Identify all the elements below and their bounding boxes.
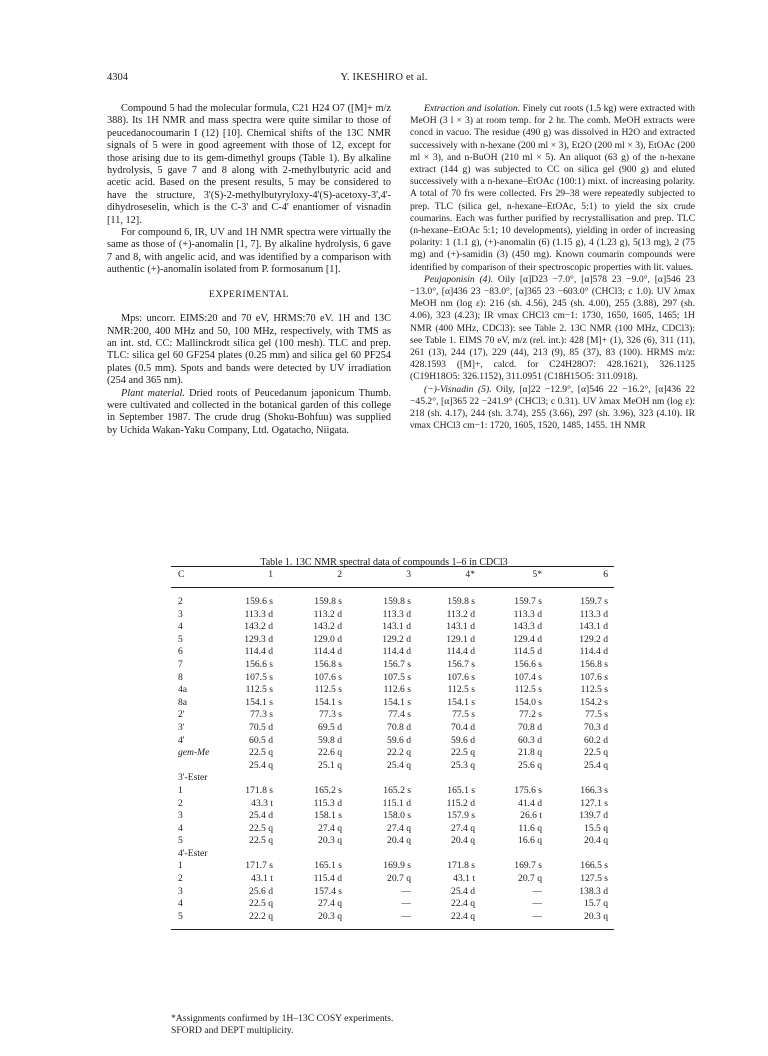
table-cell: 107.4 s bbox=[514, 671, 542, 683]
table-row bbox=[171, 873, 614, 886]
table-bottom-rule bbox=[171, 929, 614, 930]
table-cell: 22.5 q bbox=[249, 835, 273, 847]
table-row bbox=[171, 735, 614, 748]
table-cell: 159.7 s bbox=[580, 596, 608, 607]
paragraph-plant-material bbox=[107, 388, 391, 438]
visnadin-text: Oily, [α]22 −12.9°, [α]546 22 −16.2°, [α]436 22 −45.2°, [α]365 22 −241.9° (CHCl3; c 0.31). UV λmax MeOH nm (log ε): 218 (sh. 4.17), 244 (sh. 3.74), 255 (3.66), 297 (sh. 3.96), 323 (4.10). IR νmax CHCl3 cm−1: 1720, 1605, 1520, 1485, 1455. 1H NMR bbox=[410, 383, 695, 432]
table-cell: 127.1 s bbox=[580, 797, 608, 809]
table-cell: 143.2 d bbox=[313, 621, 342, 633]
table-cell: 22.5 q bbox=[249, 898, 273, 910]
visnadin-heading: (−)-Visnadin (5). bbox=[424, 383, 492, 395]
table-cell: 156.6 s bbox=[514, 658, 542, 670]
table-row bbox=[171, 760, 614, 773]
table-row bbox=[171, 596, 614, 609]
table-cell: 166.5 s bbox=[580, 860, 608, 872]
table-cell: 129.2 d bbox=[382, 633, 411, 645]
table-cell: 143.3 d bbox=[513, 621, 542, 633]
table-cell: 115.4 d bbox=[313, 873, 342, 885]
table-cell: 154.2 s bbox=[580, 696, 608, 708]
table-cell: 107.5 s bbox=[383, 671, 411, 683]
table-cell: 70.8 d bbox=[518, 721, 542, 733]
table-row-label: 2 bbox=[178, 873, 183, 885]
table-cell: 159.8 s bbox=[314, 596, 342, 607]
table-cell: 156.7 s bbox=[447, 658, 475, 670]
table-cell: 43.3 t bbox=[251, 797, 273, 809]
peujaponisin-text: Oily [α]D23 −7.0°, [α]578 23 −9.0°, [α]546 23 −13.0°, [α]436 23 −83.0°, [α]365 23 −603.0° (CHCl3; c 1.0). UV λmax MeOH nm (log ε): 216 (sh. 4.56), 245 (sh. 4.00), 255 (3.88), 297 (sh. 4.06), 323 (4.23); IR νmax CHCl3 cm−1: 1730, 1650, 1605, 1465; 1H NMR (400 MHz, CDCl3): see Table 2. 13C NMR (100 MHz, CDCl3): see Table 1. EIMS 70 eV, m/z (rel. int.): 428 [M]+ (1), 326 (6), 311 (11), 261 (13), 244 (17), 229 (44), 213 (9), 85 (37), 83 (100). HRMS m/z: 428.1593 ([M]+, calcd. for C24H28O7: 428.1621), 326.1125 (C19H18O5: 326.1152), 311.0951 (C18H15O5: 311.0918). bbox=[410, 273, 695, 383]
table-cell: 70.4 d bbox=[451, 721, 475, 733]
table-row bbox=[171, 848, 614, 861]
table-row-label: 3' bbox=[178, 721, 185, 733]
table-cell: — bbox=[532, 885, 542, 897]
table-cell: 143.1 d bbox=[579, 621, 608, 633]
table-cell: 159.8 s bbox=[447, 596, 475, 607]
table-cell: 20.4 q bbox=[451, 835, 475, 847]
table-row bbox=[171, 860, 614, 873]
table-cell: 154.1 s bbox=[314, 696, 342, 708]
table-cell: 22.4 q bbox=[451, 898, 475, 910]
table-cell: 154.0 s bbox=[514, 696, 542, 708]
table-row bbox=[171, 709, 614, 722]
table-cell: 112.5 s bbox=[447, 684, 475, 696]
table-cell: 27.4 q bbox=[318, 822, 342, 834]
table-row bbox=[171, 823, 614, 836]
table-cell: 107.6 s bbox=[447, 671, 475, 683]
table-cell: 59.6 d bbox=[451, 734, 475, 746]
plant-material-heading: Plant material. bbox=[121, 387, 185, 399]
left-column bbox=[107, 103, 391, 437]
table-cell: 22.5 q bbox=[249, 822, 273, 834]
table-cell: 20.4 q bbox=[387, 835, 411, 847]
plant-material-text: Dried roots of Peucedanum japonicum Thumb. were cultivated and collected in the botanical garden of this college in September 1987. The crude drug (Shoku-Bohfuu) was supplied by Uchida Wakan-Yaku Company, Ltd. Ogatacho, Niigata. bbox=[107, 387, 391, 436]
table-cell: 22.2 q bbox=[249, 910, 273, 922]
table-cell: 107.6 s bbox=[314, 671, 342, 683]
table-cell: 156.8 s bbox=[314, 658, 342, 670]
table-cell: 156.8 s bbox=[580, 658, 608, 670]
table-cell: 166.3 s bbox=[580, 784, 608, 796]
table-cell: 169.7 s bbox=[514, 860, 542, 872]
table-cell: 60.5 d bbox=[249, 734, 273, 746]
table-cell: 22.5 q bbox=[249, 747, 273, 759]
table-cell: 25.4 q bbox=[249, 759, 273, 771]
table-cell: 27.4 q bbox=[387, 822, 411, 834]
table-row-label: 1 bbox=[178, 784, 183, 796]
table-cell: 115.2 d bbox=[446, 797, 475, 809]
table-cell: 139.7 d bbox=[579, 810, 608, 822]
table-cell: 11.6 q bbox=[518, 822, 542, 834]
table-cell: 41.4 d bbox=[518, 797, 542, 809]
table-cell: 114.4 d bbox=[446, 646, 475, 658]
section-title-experimental: EXPERIMENTAL bbox=[209, 288, 289, 300]
table-row-label: 3'-Ester bbox=[178, 772, 208, 784]
table-cell: 165.2 s bbox=[383, 784, 411, 796]
table-row-label: 5 bbox=[178, 910, 183, 922]
table-cell: 107.6 s bbox=[580, 671, 608, 683]
table-cell: 20.3 q bbox=[318, 835, 342, 847]
table-cell: 107.5 s bbox=[245, 671, 273, 683]
table-header-cell: 4* bbox=[465, 569, 475, 580]
table-cell: 60.3 d bbox=[518, 734, 542, 746]
running-header: Y. IKESHIRO et al. bbox=[340, 72, 428, 83]
table-cell: 25.6 d bbox=[249, 885, 273, 897]
table-row bbox=[171, 634, 614, 647]
paragraph-extraction bbox=[410, 103, 695, 274]
table-cell: 69.5 d bbox=[318, 721, 342, 733]
table-cell: 112.6 s bbox=[383, 684, 411, 696]
table-cell: 143.1 d bbox=[446, 621, 475, 633]
table-cell: 27.4 q bbox=[318, 898, 342, 910]
peujaponisin-heading: Peujaponisin (4). bbox=[424, 273, 494, 285]
table-cell: 171.7 s bbox=[245, 860, 273, 872]
table-row bbox=[171, 785, 614, 798]
table-cell: 59.8 d bbox=[318, 734, 342, 746]
table-cell: 26.6 t bbox=[520, 810, 542, 822]
table-footnote: SFORD and DEPT multiplicity. bbox=[171, 1025, 294, 1036]
table-cell: 43.1 t bbox=[453, 873, 475, 885]
table-cell: 15.5 q bbox=[584, 822, 608, 834]
table-row-label: 4 bbox=[178, 898, 183, 910]
table-cell: 171.8 s bbox=[245, 784, 273, 796]
table-cell: 169.9 s bbox=[383, 860, 411, 872]
table-cell: 20.4 q bbox=[584, 835, 608, 847]
table-cell: — bbox=[401, 885, 411, 897]
table-row-label: 4' bbox=[178, 734, 185, 746]
table-cell: 129.1 d bbox=[446, 633, 475, 645]
table-cell: 114.5 d bbox=[513, 646, 542, 658]
table-footnotes bbox=[171, 1013, 393, 1037]
table-cell: 77.5 s bbox=[452, 709, 475, 721]
table-header-row bbox=[171, 569, 614, 583]
table-row bbox=[171, 798, 614, 811]
table-caption: Table 1. 13C NMR spectral data of compounds 1–6 in CDCl3 bbox=[260, 557, 508, 568]
table-row bbox=[171, 810, 614, 823]
table-row-label: 5 bbox=[178, 633, 183, 645]
table-row-label: 2 bbox=[178, 797, 183, 809]
nmr-table bbox=[171, 569, 614, 923]
extraction-heading: Extraction and isolation. bbox=[424, 103, 521, 114]
table-cell: 165.1 s bbox=[314, 860, 342, 872]
table-row bbox=[171, 886, 614, 899]
table-top-rule bbox=[171, 566, 614, 567]
table-row-label: 1 bbox=[178, 860, 183, 872]
table-cell: 22.5 q bbox=[451, 747, 475, 759]
table-cell: 22.6 q bbox=[318, 747, 342, 759]
table-cell: 115.3 d bbox=[313, 797, 342, 809]
table-cell: 159.7 s bbox=[514, 596, 542, 607]
right-column bbox=[410, 103, 695, 432]
table-cell: 112.5 s bbox=[514, 684, 542, 696]
table-row bbox=[171, 659, 614, 672]
table-cell: 143.1 d bbox=[382, 621, 411, 633]
table-cell: 27.4 q bbox=[451, 822, 475, 834]
table-cell: 70.3 d bbox=[584, 721, 608, 733]
table-cell: 77.2 s bbox=[519, 709, 542, 721]
table-header-cell: 5* bbox=[532, 569, 542, 580]
table-cell: 129.4 d bbox=[513, 633, 542, 645]
table-cell: 25.4 d bbox=[249, 810, 273, 822]
table-cell: 114.4 d bbox=[579, 646, 608, 658]
table-row bbox=[171, 747, 614, 760]
table-cell: 43.1 t bbox=[251, 873, 273, 885]
table-row-label: 2' bbox=[178, 709, 185, 721]
table-row-label: 8 bbox=[178, 671, 183, 683]
table-cell: 114.4 d bbox=[313, 646, 342, 658]
table-cell: 129.3 d bbox=[244, 633, 273, 645]
table-row-label: 6 bbox=[178, 646, 183, 658]
table-row bbox=[171, 646, 614, 659]
table-cell: 77.3 s bbox=[250, 709, 273, 721]
table-cell: 16.6 q bbox=[518, 835, 542, 847]
table-cell: 25.4 q bbox=[584, 759, 608, 771]
table-row-label: 4'-Ester bbox=[178, 847, 208, 859]
table-cell: — bbox=[401, 910, 411, 922]
table-cell: 22.2 q bbox=[387, 747, 411, 759]
table-header-cell: 2 bbox=[337, 569, 342, 580]
table-cell: 154.1 s bbox=[447, 696, 475, 708]
table-row bbox=[171, 835, 614, 848]
paragraph-methods: Mps: uncorr. EIMS:20 and 70 eV, HRMS:70 eV. 1H and 13C NMR:200, 400 MHz and 50, 100 MHz, respectively, with TMS as an int. std. CC: Mallinckrodt silica gel (100 mesh). TLC and prep. TLC: silica gel 60 GF254 plates (0.25 mm) and silica gel 60 PF254 plates (0.5 mm). Spots and bands were detected by UV irradiation (254 and 365 nm). bbox=[107, 313, 391, 387]
table-cell: 154.1 s bbox=[245, 696, 273, 708]
table-row bbox=[171, 697, 614, 710]
table-row bbox=[171, 609, 614, 622]
table-cell: 77.4 s bbox=[388, 709, 411, 721]
table-cell: 159.6 s bbox=[245, 596, 273, 607]
page-number: 4304 bbox=[107, 72, 128, 83]
table-cell: 138.3 d bbox=[579, 885, 608, 897]
table-row-label: 5 bbox=[178, 835, 183, 847]
table-row-label: 4a bbox=[178, 684, 188, 696]
paragraph-compound-6: For compound 6, IR, UV and 1H NMR spectra were virtually the same as those of (+)-anomalin [1, 7]. By alkaline hydrolysis, 6 gave 7 and 8, with angelic acid, and was identified by a comparison with authentic (+)-anomalin isolated from P. formosanum [1]. bbox=[107, 227, 391, 276]
table-cell: 156.6 s bbox=[245, 658, 273, 670]
table-cell: 113.3 d bbox=[244, 608, 273, 620]
table-header-cell: C bbox=[178, 569, 185, 580]
table-row-label: 3 bbox=[178, 608, 183, 620]
table-row bbox=[171, 898, 614, 911]
table-cell: 20.7 q bbox=[518, 873, 542, 885]
table-cell: 113.3 d bbox=[382, 608, 411, 620]
table-cell: 112.5 s bbox=[245, 684, 273, 696]
table-cell: 25.3 q bbox=[451, 759, 475, 771]
table-cell: 25.6 q bbox=[518, 759, 542, 771]
table-cell: 113.2 d bbox=[313, 608, 342, 620]
table-row bbox=[171, 722, 614, 735]
table-row bbox=[171, 621, 614, 634]
table-header-cell: 1 bbox=[268, 569, 273, 580]
table-cell: — bbox=[532, 898, 542, 910]
table-row-label: gem-Me bbox=[178, 747, 210, 759]
table-cell: 158.1 s bbox=[314, 810, 342, 822]
table-cell: 165.1 s bbox=[447, 784, 475, 796]
paragraph-peujaponisin bbox=[410, 274, 695, 384]
table-cell: 112.5 s bbox=[314, 684, 342, 696]
table-cell: 113.3 d bbox=[579, 608, 608, 620]
table-row-label: 2 bbox=[178, 596, 183, 607]
table-cell: 165.2 s bbox=[314, 784, 342, 796]
table-cell: 157.9 s bbox=[447, 810, 475, 822]
table-cell: 113.3 d bbox=[513, 608, 542, 620]
table-header-cell: 3 bbox=[406, 569, 411, 580]
table-cell: 70.5 d bbox=[249, 721, 273, 733]
table-cell: 15.7 q bbox=[584, 898, 608, 910]
table-cell: 113.2 d bbox=[446, 608, 475, 620]
table-cell: 114.4 d bbox=[244, 646, 273, 658]
table-row-label: 3 bbox=[178, 810, 183, 822]
table-cell: 127.5 s bbox=[580, 873, 608, 885]
table-row-label: 4 bbox=[178, 822, 183, 834]
paragraph-compound-5: Compound 5 had the molecular formula, C21 H24 O7 ([M]+ m/z 388). Its 1H NMR and mass spectra were quite similar to those of peucedanocoumarin I (12) [10]. Chemical shifts of the 13C NMR signals of 5 were in good agreement with those of 12, except for those arising due to its gem-dimethyl groups (Table 1). By alkaline hydrolysis, 5 gave 7 and 8 along with 2-methylbutyric acid and acetic acid. Based on the present results, 5 may be considered to have the structure, 3'(S)-2-methylbutyryloxy-4'(S)-acetoxy-3',4'-dihydroseselin, which is the C-3' and C-4' enantiomer of visnadin [11, 12]. bbox=[107, 103, 391, 226]
table-cell: — bbox=[401, 898, 411, 910]
table-cell: 154.1 s bbox=[383, 696, 411, 708]
table-cell: — bbox=[532, 910, 542, 922]
table-cell: 77.5 s bbox=[585, 709, 608, 721]
table-row-label: 8a bbox=[178, 696, 188, 708]
table-cell: 175.6 s bbox=[514, 784, 542, 796]
table-cell: 157.4 s bbox=[314, 885, 342, 897]
table-cell: 25.4 q bbox=[387, 759, 411, 771]
table-cell: 22.5 q bbox=[584, 747, 608, 759]
table-cell: 20.7 q bbox=[387, 873, 411, 885]
table-row-label: 7 bbox=[178, 658, 183, 670]
table-row bbox=[171, 672, 614, 685]
table-cell: 60.2 d bbox=[584, 734, 608, 746]
table-header-rule bbox=[171, 587, 614, 588]
table-row bbox=[171, 772, 614, 785]
table-cell: 158.0 s bbox=[383, 810, 411, 822]
table-cell: 112.5 s bbox=[580, 684, 608, 696]
table-cell: 129.0 d bbox=[313, 633, 342, 645]
table-cell: 20.3 q bbox=[318, 910, 342, 922]
table-cell: 159.8 s bbox=[383, 596, 411, 607]
table-cell: 171.8 s bbox=[447, 860, 475, 872]
table-cell: 129.2 d bbox=[579, 633, 608, 645]
table-cell: 25.4 d bbox=[451, 885, 475, 897]
table-cell: 156.7 s bbox=[383, 658, 411, 670]
table-cell: 143.2 d bbox=[244, 621, 273, 633]
table-cell: 70.8 d bbox=[387, 721, 411, 733]
table-row-label: 3 bbox=[178, 885, 183, 897]
table-cell: 77.3 s bbox=[319, 709, 342, 721]
table-footnote: *Assignments confirmed by 1H–13C COSY experiments. bbox=[171, 1013, 394, 1024]
table-cell: 22.4 q bbox=[451, 910, 475, 922]
table-body bbox=[171, 596, 614, 923]
paragraph-visnadin bbox=[410, 384, 695, 433]
table-header-cell: 6 bbox=[603, 569, 608, 580]
table-row-label: 4 bbox=[178, 621, 183, 633]
table-cell: 21.8 q bbox=[518, 747, 542, 759]
table-cell: 114.4 d bbox=[382, 646, 411, 658]
table-cell: 59.6 d bbox=[387, 734, 411, 746]
extraction-text: Finely cut roots (1.5 kg) were extracted with MeOH (3 l × 3) at room temp. for 2 hr. The comb. MeOH extracts were concd in vacuo. The residue (490 g) was dissolved in H2O and extracted successively with n-hexane (200 ml × 3), Et2O (200 ml × 3), EtOAc (200 ml × 3), and n-BuOH (210 ml × 5). An aliquot (63 g) of the n-hexane extract (144 g) was subjected to CC on silica gel (900 g) and eluted successively with a n-hexane–EtOAc (100:1) mixt. of increasing polarity. A total of 70 frs were collected. Frs 29–38 were repeatedly subjected to prep. TLC (silica gel, n-hexane–EtOAc, 5:1) to yield the six crude coumarins. Each was further purified by recrystallisation and prep. TLC (n-hexane–EtOAc 5:1; 10 developments), yielding in order of increasing polarity: 1 (1.1 g), (+)-anomalin (6) (1.15 g), 4 (1.23 g), 5(13 mg), 2 (75 mg) and (+)-samidin (3) (450 mg). Known coumarin compounds were identified by comparison of their spectroscopic properties with lit. values. bbox=[410, 103, 695, 273]
table-row bbox=[171, 684, 614, 697]
table-cell: 115.1 d bbox=[382, 797, 411, 809]
table-row bbox=[171, 911, 614, 924]
table-cell: 25.1 q bbox=[318, 759, 342, 771]
table-cell: 20.3 q bbox=[584, 910, 608, 922]
